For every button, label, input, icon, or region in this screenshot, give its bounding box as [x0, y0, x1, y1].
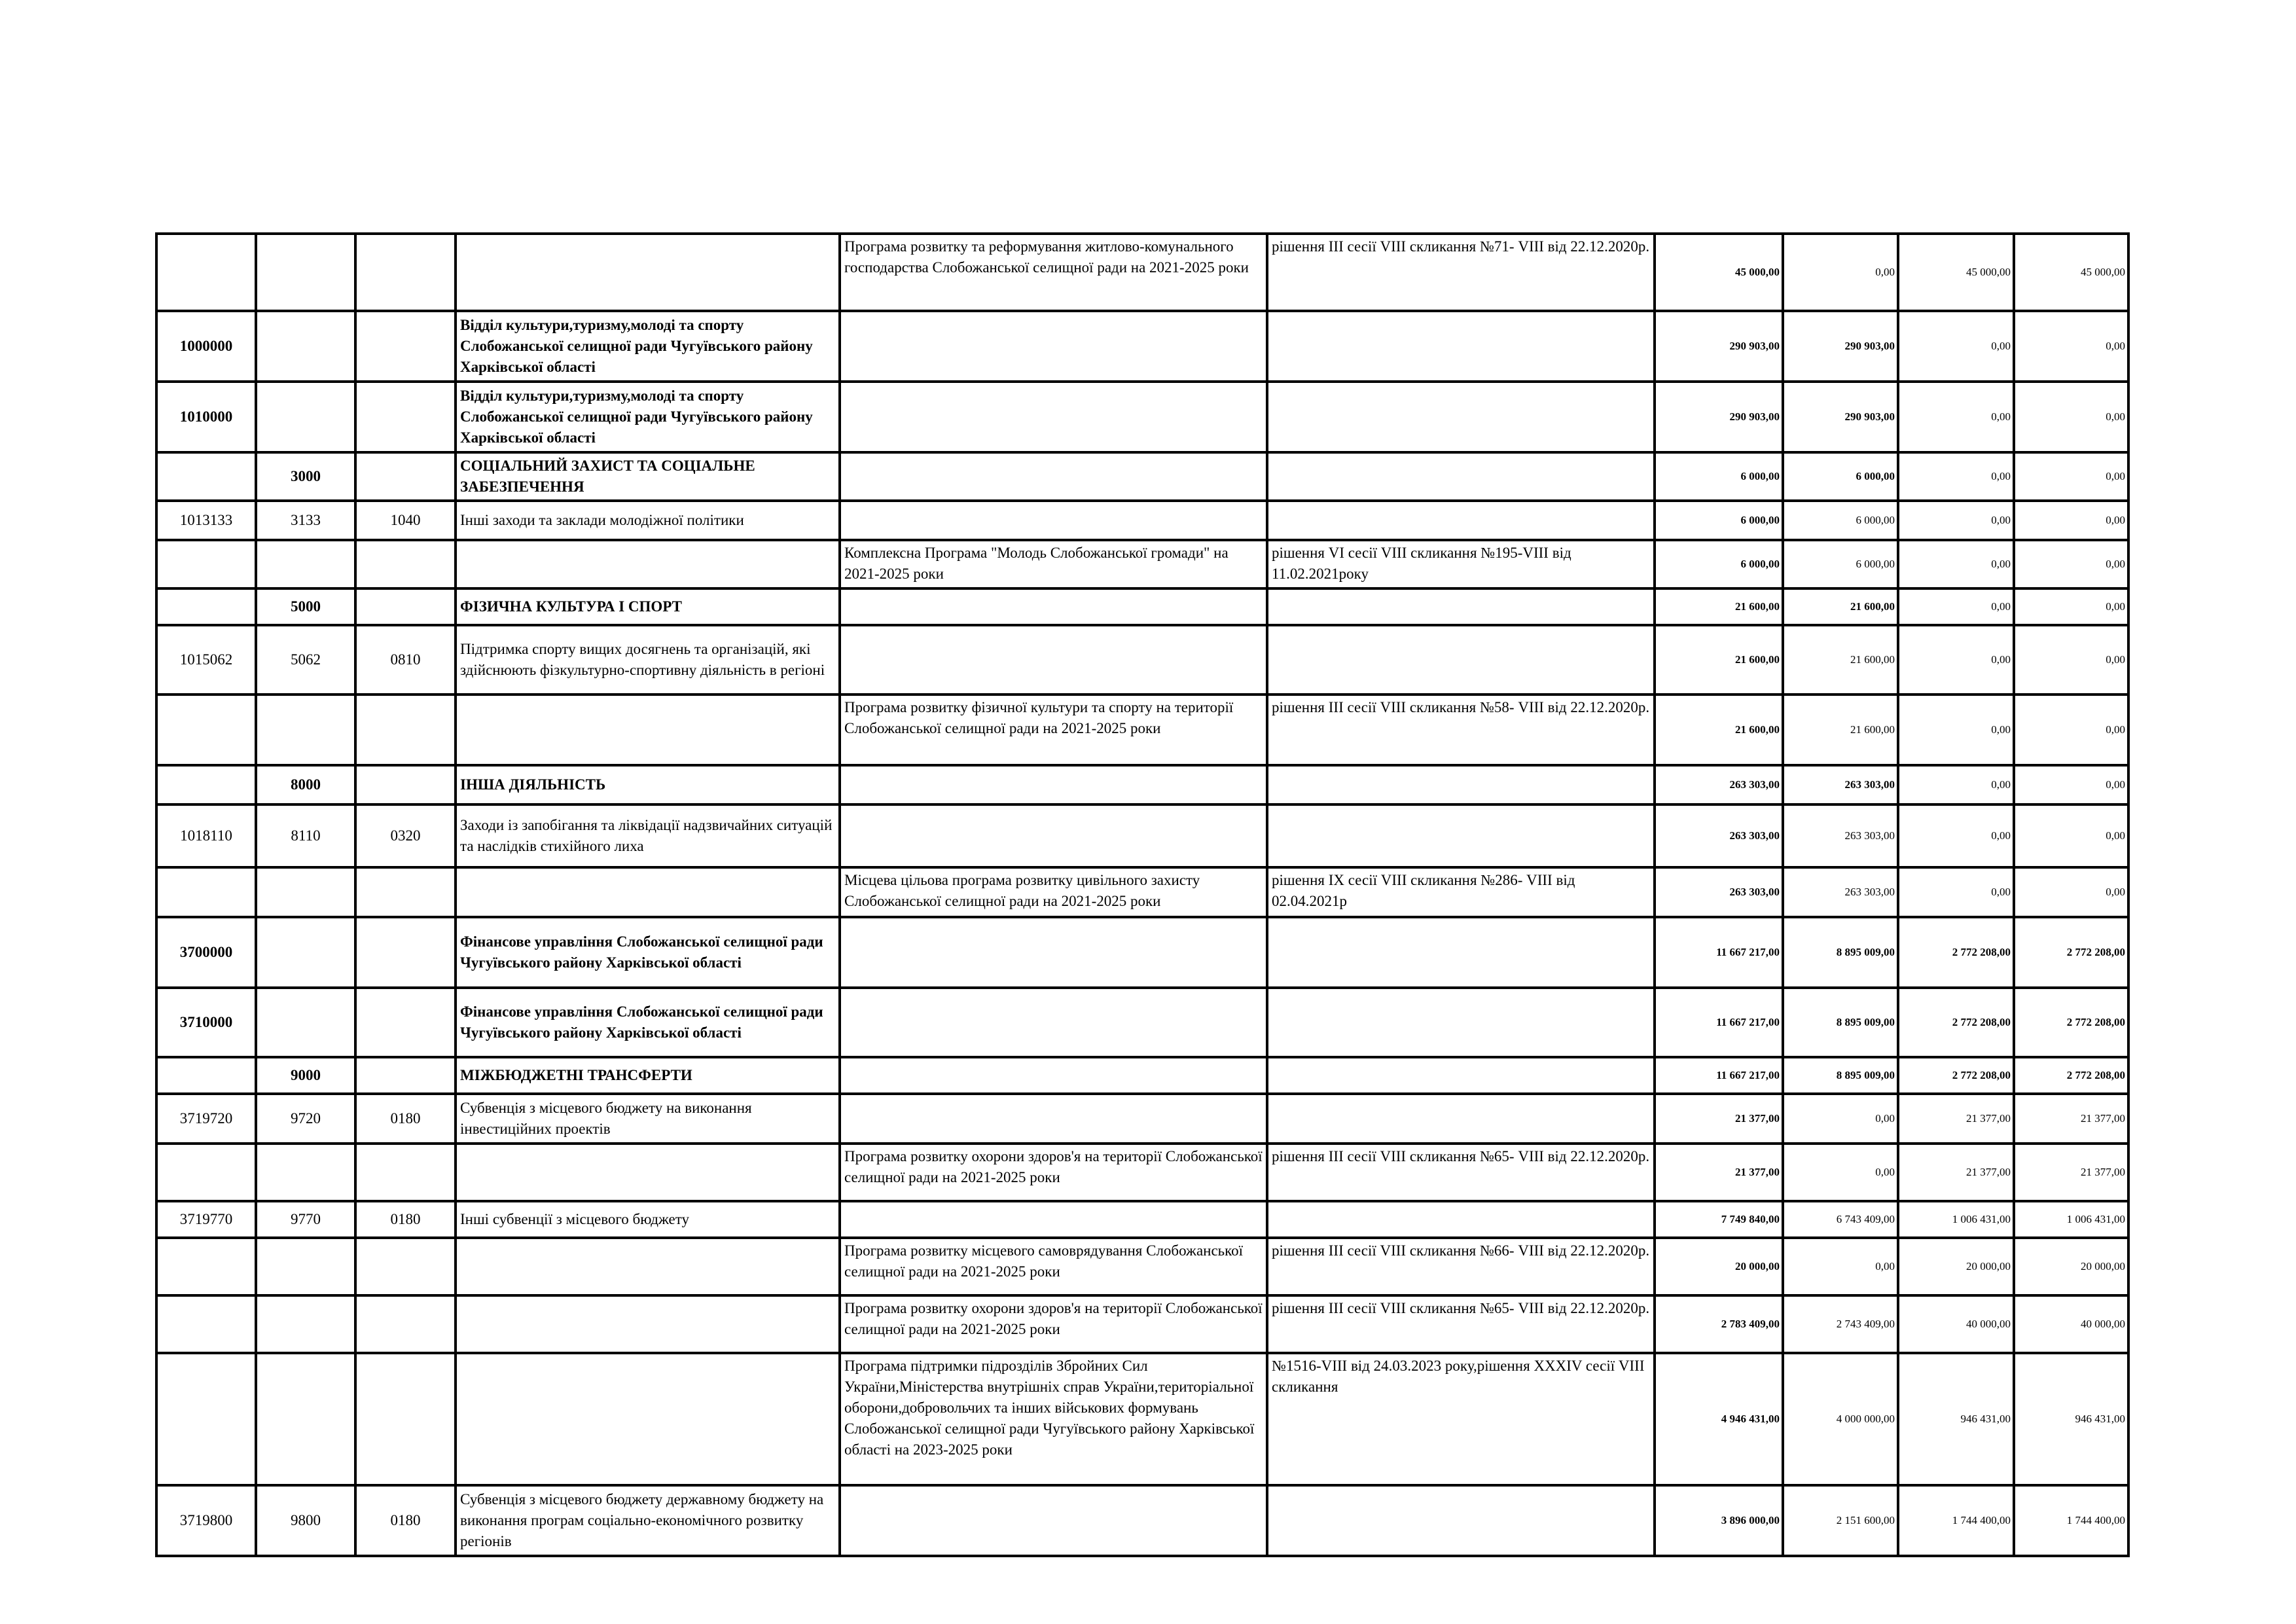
program-name-cell: Субвенція з місцевого бюджету державному бюджету на виконання програм соціально-економічного розвитку регіонів: [456, 1485, 840, 1556]
table-row: [156, 988, 2128, 1057]
special-fund-cell: 0,00: [1898, 867, 2014, 917]
kfkv-code-cell: [355, 1144, 456, 1201]
tpkv-code-cell: [256, 1295, 355, 1353]
target-program-cell: Місцева цільова програма розвитку цивільного захисту Слобожанської селищної ради на 2021-2025 роки: [840, 867, 1267, 917]
target-program-cell: [840, 1201, 1267, 1238]
tpkv-code-cell: [256, 1353, 355, 1485]
development-budget-cell: 2 772 208,00: [2014, 988, 2128, 1057]
kfkv-code-cell: [355, 452, 456, 501]
kpkv-code-cell: [156, 867, 256, 917]
total-amount-cell: 7 749 840,00: [1655, 1201, 1783, 1238]
approval-decision-cell: [1267, 625, 1655, 695]
kfkv-code-cell: [355, 988, 456, 1057]
kpkv-code-cell: [156, 234, 256, 311]
kpkv-code-cell: 1013133: [156, 501, 256, 540]
kpkv-code-cell: [156, 695, 256, 765]
target-program-cell: [840, 804, 1267, 867]
special-fund-cell: 2 772 208,00: [1898, 917, 2014, 988]
general-fund-cell: 8 895 009,00: [1783, 1057, 1898, 1094]
approval-decision-cell: [1267, 804, 1655, 867]
tpkv-code-cell: 5062: [256, 625, 355, 695]
general-fund-cell: 8 895 009,00: [1783, 988, 1898, 1057]
total-amount-cell: 2 783 409,00: [1655, 1295, 1783, 1353]
kfkv-code-cell: [355, 311, 456, 382]
development-budget-cell: 0,00: [2014, 501, 2128, 540]
target-program-cell: [840, 917, 1267, 988]
table-row: [156, 695, 2128, 765]
kpkv-code-cell: [156, 588, 256, 625]
kfkv-code-cell: [355, 1238, 456, 1295]
kpkv-code-cell: 1010000: [156, 382, 256, 452]
development-budget-cell: 0,00: [2014, 311, 2128, 382]
approval-decision-cell: [1267, 765, 1655, 804]
target-program-cell: Програма розвитку фізичної культури та спорту на території Слобожанської селищної ради на 2021-2025 роки: [840, 695, 1267, 765]
tpkv-code-cell: 3133: [256, 501, 355, 540]
table-row: [156, 234, 2128, 311]
special-fund-cell: 0,00: [1898, 452, 2014, 501]
program-name-cell: [456, 1238, 840, 1295]
program-name-cell: Субвенція з місцевого бюджету на виконання інвестиційних проектів: [456, 1094, 840, 1144]
tpkv-code-cell: [256, 311, 355, 382]
target-program-cell: [840, 1094, 1267, 1144]
general-fund-cell: 0,00: [1783, 234, 1898, 311]
table-row: [156, 501, 2128, 540]
general-fund-cell: 2 151 600,00: [1783, 1485, 1898, 1556]
budget-programs-table: [155, 232, 2130, 1557]
special-fund-cell: 946 431,00: [1898, 1353, 2014, 1485]
target-program-cell: [840, 501, 1267, 540]
development-budget-cell: 0,00: [2014, 588, 2128, 625]
approval-decision-cell: [1267, 1057, 1655, 1094]
program-name-cell: Фінансове управління Слобожанської селищної ради Чугуївського району Харківської області: [456, 988, 840, 1057]
kpkv-code-cell: [156, 1057, 256, 1094]
general-fund-cell: 6 000,00: [1783, 501, 1898, 540]
table-body: [156, 234, 2128, 1556]
special-fund-cell: 21 377,00: [1898, 1144, 2014, 1201]
development-budget-cell: 0,00: [2014, 452, 2128, 501]
target-program-cell: Програма розвитку місцевого самоврядування Слобожанської селищної ради на 2021-2025 роки: [840, 1238, 1267, 1295]
target-program-cell: [840, 765, 1267, 804]
target-program-cell: Програма розвитку охорони здоров'я на території Слобожанської селищної ради на 2021-2025 роки: [840, 1295, 1267, 1353]
program-name-cell: ФІЗИЧНА КУЛЬТУРА І СПОРТ: [456, 588, 840, 625]
tpkv-code-cell: 8000: [256, 765, 355, 804]
approval-decision-cell: [1267, 452, 1655, 501]
kpkv-code-cell: [156, 1144, 256, 1201]
kpkv-code-cell: 1018110: [156, 804, 256, 867]
tpkv-code-cell: [256, 540, 355, 588]
table-row: [156, 765, 2128, 804]
table-row: [156, 1485, 2128, 1556]
approval-decision-cell: рішення ІІІ сесії VIII скликання №65- VIII від 22.12.2020р.: [1267, 1295, 1655, 1353]
tpkv-code-cell: 8110: [256, 804, 355, 867]
tpkv-code-cell: [256, 695, 355, 765]
total-amount-cell: 11 667 217,00: [1655, 1057, 1783, 1094]
development-budget-cell: 0,00: [2014, 765, 2128, 804]
general-fund-cell: 6 000,00: [1783, 452, 1898, 501]
development-budget-cell: 20 000,00: [2014, 1238, 2128, 1295]
general-fund-cell: 290 903,00: [1783, 311, 1898, 382]
table-row: [156, 540, 2128, 588]
development-budget-cell: 0,00: [2014, 382, 2128, 452]
target-program-cell: [840, 1485, 1267, 1556]
special-fund-cell: 1 006 431,00: [1898, 1201, 2014, 1238]
target-program-cell: Програма розвитку та реформування житлово-комунального господарства Слобожанської селищної ради на 2021-2025 роки: [840, 234, 1267, 311]
special-fund-cell: 0,00: [1898, 382, 2014, 452]
table-row: [156, 1353, 2128, 1485]
table-row: [156, 311, 2128, 382]
program-name-cell: Заходи із запобігання та ліквідації надзвичайних ситуацій та наслідків стихійного лиха: [456, 804, 840, 867]
target-program-cell: Програма розвитку охорони здоров'я на території Слобожанської селищної ради на 2021-2025 роки: [840, 1144, 1267, 1201]
total-amount-cell: 3 896 000,00: [1655, 1485, 1783, 1556]
table-row: [156, 1238, 2128, 1295]
tpkv-code-cell: [256, 988, 355, 1057]
development-budget-cell: 2 772 208,00: [2014, 917, 2128, 988]
total-amount-cell: 6 000,00: [1655, 540, 1783, 588]
development-budget-cell: 21 377,00: [2014, 1094, 2128, 1144]
kpkv-code-cell: 1015062: [156, 625, 256, 695]
program-name-cell: ІНША ДІЯЛЬНІСТЬ: [456, 765, 840, 804]
development-budget-cell: 1 006 431,00: [2014, 1201, 2128, 1238]
program-name-cell: [456, 540, 840, 588]
special-fund-cell: 0,00: [1898, 695, 2014, 765]
general-fund-cell: 263 303,00: [1783, 804, 1898, 867]
approval-decision-cell: рішення IX сесії VIII скликання №286- VIII від 02.04.2021р: [1267, 867, 1655, 917]
program-name-cell: [456, 867, 840, 917]
special-fund-cell: 0,00: [1898, 804, 2014, 867]
kpkv-code-cell: [156, 1238, 256, 1295]
program-name-cell: [456, 1295, 840, 1353]
tpkv-code-cell: [256, 382, 355, 452]
target-program-cell: Програма підтримки підрозділів Збройних Сил України,Міністерства внутрішніх справ України,територіальної оборони,добровольчих та інших військових формувань Слобожанської селищної ради Чугуївського району Харківської області на 2023-2025 роки: [840, 1353, 1267, 1485]
total-amount-cell: 21 377,00: [1655, 1094, 1783, 1144]
kpkv-code-cell: 3719720: [156, 1094, 256, 1144]
approval-decision-cell: [1267, 1094, 1655, 1144]
general-fund-cell: 2 743 409,00: [1783, 1295, 1898, 1353]
special-fund-cell: 0,00: [1898, 625, 2014, 695]
general-fund-cell: 263 303,00: [1783, 867, 1898, 917]
kfkv-code-cell: 0320: [355, 804, 456, 867]
kpkv-code-cell: [156, 540, 256, 588]
target-program-cell: [840, 588, 1267, 625]
kfkv-code-cell: [355, 1057, 456, 1094]
kfkv-code-cell: [355, 1353, 456, 1485]
total-amount-cell: 6 000,00: [1655, 452, 1783, 501]
development-budget-cell: 0,00: [2014, 540, 2128, 588]
approval-decision-cell: рішення ІІІ сесії VIII скликання №58- VIII від 22.12.2020р.: [1267, 695, 1655, 765]
development-budget-cell: 21 377,00: [2014, 1144, 2128, 1201]
target-program-cell: [840, 625, 1267, 695]
kpkv-code-cell: 3719800: [156, 1485, 256, 1556]
general-fund-cell: 6 743 409,00: [1783, 1201, 1898, 1238]
target-program-cell: [840, 452, 1267, 501]
kfkv-code-cell: [355, 695, 456, 765]
approval-decision-cell: [1267, 382, 1655, 452]
total-amount-cell: 263 303,00: [1655, 867, 1783, 917]
program-name-cell: Інші заходи та заклади молодіжної політики: [456, 501, 840, 540]
program-name-cell: МІЖБЮДЖЕТНІ ТРАНСФЕРТИ: [456, 1057, 840, 1094]
kfkv-code-cell: 0810: [355, 625, 456, 695]
development-budget-cell: 0,00: [2014, 804, 2128, 867]
total-amount-cell: 21 600,00: [1655, 695, 1783, 765]
kpkv-code-cell: [156, 1353, 256, 1485]
table-row: [156, 917, 2128, 988]
total-amount-cell: 263 303,00: [1655, 804, 1783, 867]
approval-decision-cell: рішення VI сесії VIII скликання №195-VIII від 11.02.2021року: [1267, 540, 1655, 588]
target-program-cell: [840, 311, 1267, 382]
tpkv-code-cell: 9770: [256, 1201, 355, 1238]
kpkv-code-cell: 3700000: [156, 917, 256, 988]
tpkv-code-cell: 5000: [256, 588, 355, 625]
kfkv-code-cell: [355, 234, 456, 311]
tpkv-code-cell: 9720: [256, 1094, 355, 1144]
kpkv-code-cell: 3710000: [156, 988, 256, 1057]
tpkv-code-cell: [256, 917, 355, 988]
approval-decision-cell: [1267, 311, 1655, 382]
kfkv-code-cell: [355, 1295, 456, 1353]
approval-decision-cell: [1267, 501, 1655, 540]
development-budget-cell: 0,00: [2014, 867, 2128, 917]
approval-decision-cell: рішення ІІІ сесії VIII скликання №71- VIII від 22.12.2020р.: [1267, 234, 1655, 311]
kfkv-code-cell: [355, 765, 456, 804]
total-amount-cell: 21 600,00: [1655, 625, 1783, 695]
approval-decision-cell: [1267, 917, 1655, 988]
special-fund-cell: 40 000,00: [1898, 1295, 2014, 1353]
table-row: [156, 588, 2128, 625]
approval-decision-cell: №1516-VIII від 24.03.2023 року,рішення XXXIV сесії VIII скликання: [1267, 1353, 1655, 1485]
kfkv-code-cell: [355, 917, 456, 988]
tpkv-code-cell: 9800: [256, 1485, 355, 1556]
approval-decision-cell: [1267, 1485, 1655, 1556]
table-row: [156, 1295, 2128, 1353]
total-amount-cell: 11 667 217,00: [1655, 988, 1783, 1057]
general-fund-cell: 0,00: [1783, 1094, 1898, 1144]
target-program-cell: [840, 1057, 1267, 1094]
program-name-cell: [456, 1353, 840, 1485]
tpkv-code-cell: [256, 1144, 355, 1201]
kfkv-code-cell: [355, 540, 456, 588]
special-fund-cell: 0,00: [1898, 540, 2014, 588]
table-row: [156, 867, 2128, 917]
table-row: [156, 1094, 2128, 1144]
general-fund-cell: 6 000,00: [1783, 540, 1898, 588]
general-fund-cell: 0,00: [1783, 1144, 1898, 1201]
general-fund-cell: 290 903,00: [1783, 382, 1898, 452]
general-fund-cell: 21 600,00: [1783, 695, 1898, 765]
program-name-cell: Фінансове управління Слобожанської селищної ради Чугуївського району Харківської області: [456, 917, 840, 988]
tpkv-code-cell: [256, 234, 355, 311]
special-fund-cell: 0,00: [1898, 765, 2014, 804]
table-row: [156, 382, 2128, 452]
total-amount-cell: 20 000,00: [1655, 1238, 1783, 1295]
kpkv-code-cell: 3719770: [156, 1201, 256, 1238]
kfkv-code-cell: 0180: [355, 1485, 456, 1556]
program-name-cell: СОЦІАЛЬНИЙ ЗАХИСТ ТА СОЦІАЛЬНЕ ЗАБЕЗПЕЧЕННЯ: [456, 452, 840, 501]
tpkv-code-cell: 3000: [256, 452, 355, 501]
program-name-cell: [456, 1144, 840, 1201]
table-row: [156, 1201, 2128, 1238]
target-program-cell: Комплексна Програма "Молодь Слобожанської громади" на 2021-2025 роки: [840, 540, 1267, 588]
kfkv-code-cell: [355, 867, 456, 917]
approval-decision-cell: рішення ІІІ сесії VIII скликання №65- VIII від 22.12.2020р.: [1267, 1144, 1655, 1201]
general-fund-cell: 0,00: [1783, 1238, 1898, 1295]
tpkv-code-cell: [256, 867, 355, 917]
development-budget-cell: 0,00: [2014, 625, 2128, 695]
development-budget-cell: 45 000,00: [2014, 234, 2128, 311]
special-fund-cell: 0,00: [1898, 311, 2014, 382]
table-row: [156, 1057, 2128, 1094]
tpkv-code-cell: [256, 1238, 355, 1295]
general-fund-cell: 21 600,00: [1783, 588, 1898, 625]
total-amount-cell: 263 303,00: [1655, 765, 1783, 804]
development-budget-cell: 946 431,00: [2014, 1353, 2128, 1485]
table-row: [156, 452, 2128, 501]
special-fund-cell: 2 772 208,00: [1898, 988, 2014, 1057]
special-fund-cell: 0,00: [1898, 588, 2014, 625]
general-fund-cell: 8 895 009,00: [1783, 917, 1898, 988]
kfkv-code-cell: 1040: [355, 501, 456, 540]
kpkv-code-cell: [156, 765, 256, 804]
general-fund-cell: 21 600,00: [1783, 625, 1898, 695]
kfkv-code-cell: [355, 588, 456, 625]
kpkv-code-cell: [156, 1295, 256, 1353]
special-fund-cell: 21 377,00: [1898, 1094, 2014, 1144]
special-fund-cell: 1 744 400,00: [1898, 1485, 2014, 1556]
approval-decision-cell: рішення ІІІ сесії VIII скликання №66- VIII від 22.12.2020р.: [1267, 1238, 1655, 1295]
total-amount-cell: 21 600,00: [1655, 588, 1783, 625]
special-fund-cell: 20 000,00: [1898, 1238, 2014, 1295]
target-program-cell: [840, 988, 1267, 1057]
development-budget-cell: 2 772 208,00: [2014, 1057, 2128, 1094]
special-fund-cell: 0,00: [1898, 501, 2014, 540]
program-name-cell: Відділ культури,туризму,молоді та спорту Слобожанської селищної ради Чугуївського району Харківської області: [456, 382, 840, 452]
special-fund-cell: 2 772 208,00: [1898, 1057, 2014, 1094]
general-fund-cell: 263 303,00: [1783, 765, 1898, 804]
special-fund-cell: 45 000,00: [1898, 234, 2014, 311]
total-amount-cell: 6 000,00: [1655, 501, 1783, 540]
kpkv-code-cell: 1000000: [156, 311, 256, 382]
total-amount-cell: 45 000,00: [1655, 234, 1783, 311]
total-amount-cell: 21 377,00: [1655, 1144, 1783, 1201]
table-row: [156, 625, 2128, 695]
target-program-cell: [840, 382, 1267, 452]
general-fund-cell: 4 000 000,00: [1783, 1353, 1898, 1485]
program-name-cell: Підтримка спорту вищих досягнень та організацій, які здійснюють фізкультурно-спортивну діяльність в регіоні: [456, 625, 840, 695]
total-amount-cell: 290 903,00: [1655, 311, 1783, 382]
program-name-cell: [456, 695, 840, 765]
development-budget-cell: 0,00: [2014, 695, 2128, 765]
kfkv-code-cell: 0180: [355, 1201, 456, 1238]
kfkv-code-cell: 0180: [355, 1094, 456, 1144]
approval-decision-cell: [1267, 588, 1655, 625]
kfkv-code-cell: [355, 382, 456, 452]
program-name-cell: [456, 234, 840, 311]
total-amount-cell: 11 667 217,00: [1655, 917, 1783, 988]
table-row: [156, 1144, 2128, 1201]
total-amount-cell: 290 903,00: [1655, 382, 1783, 452]
total-amount-cell: 4 946 431,00: [1655, 1353, 1783, 1485]
program-name-cell: Відділ культури,туризму,молоді та спорту Слобожанської селищної ради Чугуївського району Харківської області: [456, 311, 840, 382]
approval-decision-cell: [1267, 1201, 1655, 1238]
development-budget-cell: 1 744 400,00: [2014, 1485, 2128, 1556]
program-name-cell: Інші субвенції з місцевого бюджету: [456, 1201, 840, 1238]
development-budget-cell: 40 000,00: [2014, 1295, 2128, 1353]
tpkv-code-cell: 9000: [256, 1057, 355, 1094]
approval-decision-cell: [1267, 988, 1655, 1057]
table-row: [156, 804, 2128, 867]
kpkv-code-cell: [156, 452, 256, 501]
